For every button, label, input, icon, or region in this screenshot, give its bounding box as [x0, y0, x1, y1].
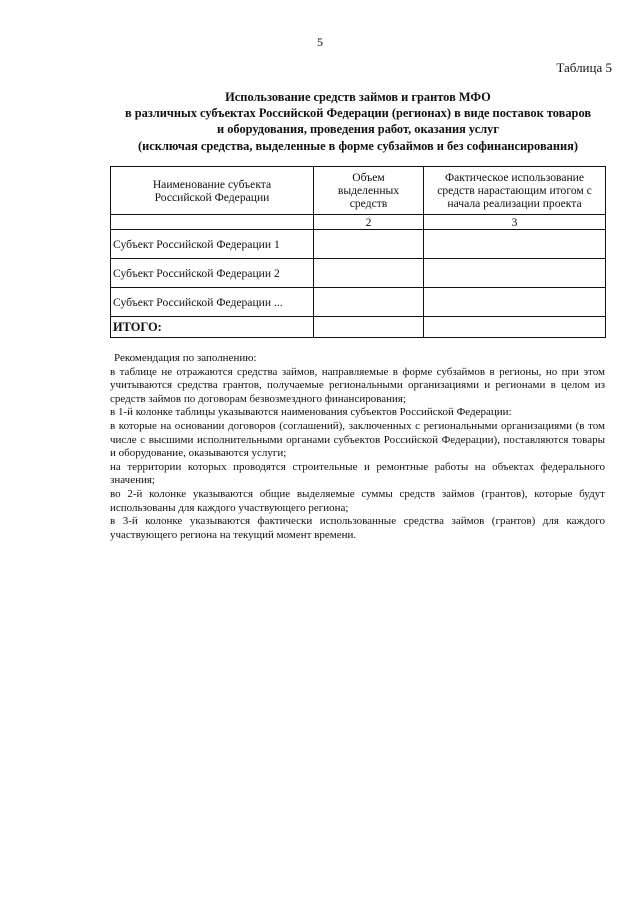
title-line-4: (исключая средства, выделенные в форме субзаймов и без софинансирования): [138, 138, 578, 153]
actual-usage-cell[interactable]: [424, 259, 606, 288]
table-row: [111, 230, 606, 259]
table-row: [111, 259, 606, 288]
recommendation-paragraph: в которые на основании договоров (соглашений), заключенных с региональными организациями (в том числе с высшими исполнительными органами субъектов Российской Федерации), поставляются товары и оборудование, оказываются услуги;: [110, 419, 605, 460]
title-line-3: и оборудования, проведения работ, оказания услуг: [217, 122, 499, 137]
allocated-volume-cell[interactable]: [314, 288, 424, 317]
column-number-2: 2: [314, 215, 424, 230]
recommendation-paragraph: на территории которых проводятся строительные и ремонтные работы на объектах федерального значения;: [110, 460, 605, 487]
total-actual-cell[interactable]: [424, 317, 606, 338]
actual-usage-cell[interactable]: [424, 288, 606, 317]
title-line-1: Использование средств займов и грантов МФО: [225, 90, 491, 104]
funds-usage-table: [110, 166, 606, 338]
total-row: [111, 317, 606, 338]
recommendation-paragraph: в 3-й колонке указываются фактически использованные средства займов (грантов) для каждого участвующего региона на текущий момент времени.: [110, 515, 605, 541]
recommendation-title: Рекомендация по заполнению:: [114, 352, 257, 364]
table-header-row: [111, 167, 606, 215]
recommendation-paragraph: в 1-й колонке таблицы указываются наименования субъектов Российской Федерации:: [110, 406, 512, 419]
column-number-row: [111, 215, 606, 230]
header-region: Наименование субъекта Российской Федерации: [111, 167, 314, 215]
total-label: ИТОГО:: [111, 317, 314, 338]
header-allocated-volume: Объем выделенных средств: [314, 167, 424, 215]
recommendation-paragraph: во 2-й колонке указываются общие выделяемые суммы средств займов (грантов), которые будут использованы для каждого участвующего региона;: [110, 487, 605, 514]
title-line-2: в различных субъектах Российской Федерации (регионах) в виде поставок товаров: [124, 106, 592, 121]
region-name-cell: Субъект Российской Федерации 1: [111, 230, 314, 259]
column-number-1: [111, 215, 314, 230]
allocated-volume-cell[interactable]: [314, 230, 424, 259]
document-title: [108, 89, 608, 154]
table-row: [111, 288, 606, 317]
column-number-3: 3: [424, 215, 606, 230]
filling-recommendation: [110, 352, 605, 542]
total-allocated-cell[interactable]: [314, 317, 424, 338]
region-name-cell: Субъект Российской Федерации 2: [111, 259, 314, 288]
actual-usage-cell[interactable]: [424, 230, 606, 259]
region-name-cell: Субъект Российской Федерации ...: [111, 288, 314, 317]
table-label: Таблица 5: [556, 60, 612, 75]
recommendation-paragraph: в таблице не отражаются средства займов, направляемые в форме субзаймов в регионы, но при этом учитываются средства грантов, получаемые региональными организациями и регионами в целом из средств займов по договорам безвозмездного финансирования;: [110, 365, 605, 405]
allocated-volume-cell[interactable]: [314, 259, 424, 288]
header-actual-usage: Фактическое использование средств нарастающим итогом с начала реализации проекта: [424, 167, 606, 215]
page-number: 5: [317, 35, 323, 49]
